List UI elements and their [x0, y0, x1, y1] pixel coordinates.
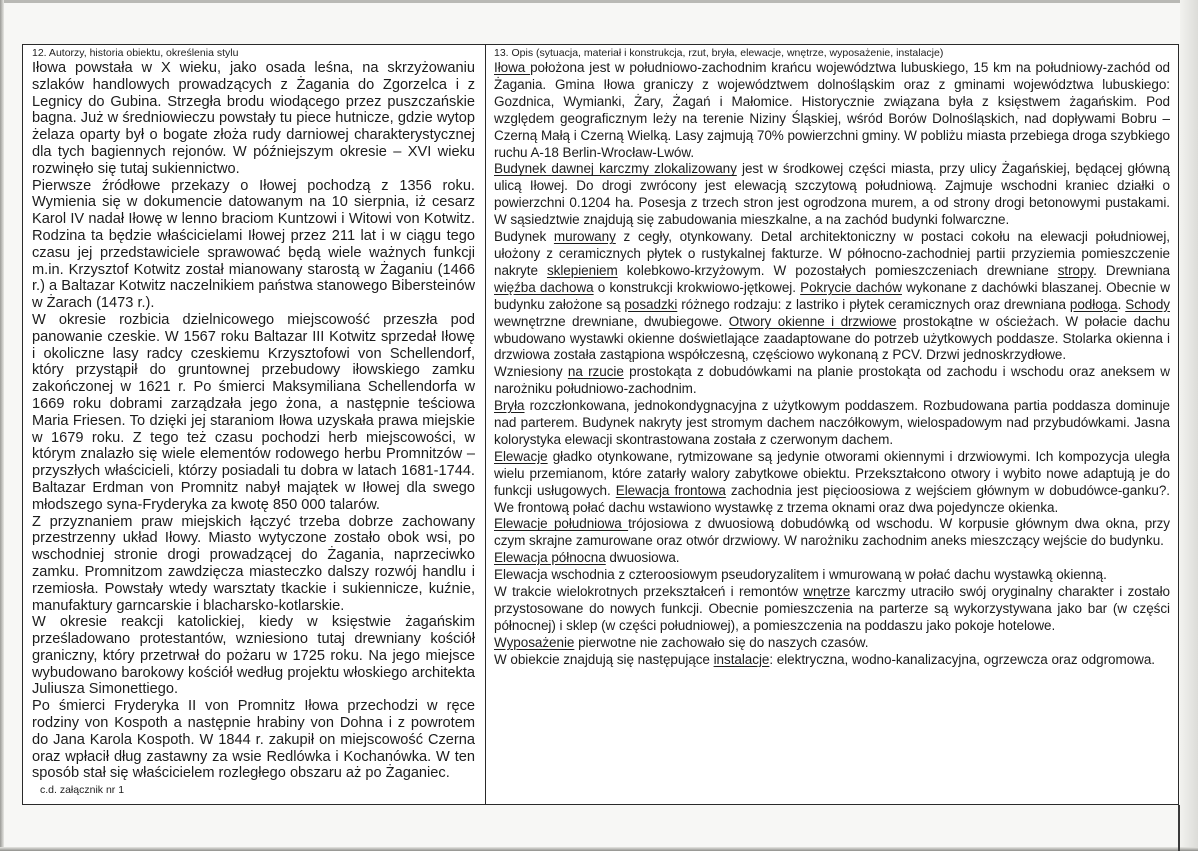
text-run: : elektryczna, wodno-kanalizacyjna, ogrzewcza oraz odgromowa.	[769, 651, 1156, 667]
scan-edge-right	[1180, 0, 1198, 851]
history-paragraph: W okresie reakcji katolickiej, kiedy w księstwie żagańskim prześladowano protestantów, wzniesiono tutaj drewniany kościół graniczny, który przetrwał do pożaru w 1725 roku. Na jego miejsce wybudowano barokowy kościół według projektu włoskiego architekta Juliusza Simonettiego.	[32, 614, 475, 698]
scan-edge-bottom	[0, 847, 1198, 851]
description-paragraph	[494, 635, 1170, 652]
history-section-header: 12. Autorzy, historia obiektu, określenia stylu	[32, 47, 239, 59]
description-paragraph	[494, 364, 1170, 398]
description-paragraph	[494, 567, 1170, 584]
underlined-term: Elewacja frontowa	[615, 482, 726, 498]
text-run: wewnętrzne drewniane, dwubiegowe.	[494, 313, 729, 329]
history-section	[23, 45, 486, 804]
underlined-term: na rzucie	[567, 364, 624, 380]
text-run: rozczłonkowana, jednokondygnacyjna z użytkowym poddaszem. Rozbudowana partia poddasza dominuje nad parterem. Budynek nakryty jest stromym dachem naczółkowym, wielospadowym nad przybudówkami. Jasna kolorystyka elewacji skontrastowana została z czerwonym dachem.	[494, 398, 1170, 447]
underlined-term: Elewacje	[494, 448, 548, 464]
text-run: trójosiowa z dwuosiową dobudówką od wschodu. W korpusie głównym dwa okna, przy czym skrajne zamurowane oraz otwór drzwiowy. W narożniku zachodnim aneks mieszczący wejście do budynku.	[494, 516, 1170, 549]
underlined-term: Wyposażenie	[494, 634, 575, 650]
text-run: Elewacja wschodnia z czteroosiowym pseudoryzalitem i wmurowaną w połać dachu wystawką okienną.	[494, 567, 1107, 583]
description-paragraph	[494, 60, 1170, 161]
history-paragraph: W okresie rozbicia dzielnicowego miejscowość przeszła pod panowanie czeskie. W 1567 roku Baltazar III Kotwitz sprzedał Iłowę i okoliczne lasy radcy czeskiemu Krzysztofowi von Schellendorf, który przystąpił do gruntownej przebudowy iłowskiego zamku zakończonej w 1621 r. Po śmierci Maksymiliana Schellendorfa w 1669 roku dobrami zarządzała jego żona, a następnie teściowa Maria Friesen. To dzięki jej staraniom Iłowa uzyskała prawa miejskie w 1679 roku. Z tego też czasu pochodzi herb miejscowości, w którym znalazło się wiele elementów rodowego herbu Promnitzów – przyszłych właścicieli, którzy posiadali tu dobra w latach 1681-1744. Baltazar Erdman von Promnitz nabył majątek w Iłowej dla swego młodszego syna-Fryderyka za kwotę 850 000 talarów.	[32, 311, 475, 513]
text-run: pierwotne nie zachowało się do naszych czasów.	[574, 634, 869, 650]
underlined-term: murowany	[553, 229, 616, 245]
text-run: .	[1117, 296, 1126, 312]
text-run: zachodnia jest pięcioosiowa z wejściem głównym w dobudówce-ganku?. We frontową połać dachu wstawiono wystawkę z trzema oknami oraz dwa pojedyncze okienka.	[494, 482, 1170, 515]
underlined-term: instalacje	[713, 651, 770, 667]
description-paragraph	[494, 398, 1170, 449]
text-run: W obiekcie znajdują się następujące	[494, 651, 714, 667]
description-section-header: 13. Opis (sytuacja, materiał i konstrukcja, rzut, bryła, elewacje, wnętrze, wyposażenie, instalacje)	[494, 47, 944, 59]
underlined-term: Otwory okienne i drzwiowe	[728, 313, 897, 329]
underlined-term: Iłowa	[494, 60, 531, 75]
underlined-term: Elewacje południowa	[494, 516, 629, 532]
underlined-term: Bryła	[494, 398, 525, 414]
text-run: prostokąta z dobudówkami na planie prostokąta od zachodu i wschodu oraz aneksem w narożniku południowo-zachodnim.	[494, 364, 1170, 397]
text-run: Budynek	[494, 229, 554, 245]
underlined-term: stropy	[1057, 262, 1094, 278]
text-run: gładko otynkowane, rytmizowane są jedynie otworami okiennymi i drzwiowymi. Ich kompozycja uległa wielu przemianom, które zatarły walory zabytkowe obiektu. Przekształcono otwory i wybito nowe adaptują je do funkcji usługowych.	[494, 448, 1170, 498]
underlined-term: podłoga	[1069, 296, 1118, 312]
text-run: różnego rodzaju: z lastriko i płytek ceramicznych oraz drewniana	[677, 296, 1070, 312]
form-table	[22, 44, 1179, 805]
text-run: karczmy utraciło swój oryginalny charakter i zostało przystosowane do nowych funkcji. Obecnie pomieszczenia na parterze są wykorzystywana jako bar (w części północnej) i sklep (w części południowej), a pomieszczenia na poddaszu jako pokoje hotelowe.	[494, 584, 1171, 633]
underlined-term: Elewacja północna	[494, 550, 606, 566]
text-run: kolebkowo-krzyżowym. W pozostałych pomieszczeniach drewniane	[617, 262, 1058, 278]
description-paragraph	[494, 161, 1170, 229]
scan-edge-left	[0, 0, 4, 851]
text-run: dwuosiowa.	[605, 550, 680, 566]
underlined-term: Pokrycie dachów	[800, 279, 902, 295]
text-run: wykonane z dachówki blaszanej. Obecnie w budynku założone są	[494, 279, 1170, 312]
text-run: z cegły, otynkowany. Detal architektoniczny w postaci cokołu na elewacji południowej, ułożony z ceramicznych płytek o rustykalnej fakturze. W północno-zachodniej partii przyziemia pomieszczenie nakryte	[494, 229, 1171, 278]
underlined-term: Schody	[1125, 296, 1170, 312]
description-paragraph	[494, 584, 1170, 635]
underlined-term: posadzki	[624, 296, 678, 312]
description-paragraph	[494, 516, 1170, 550]
underlined-term: sklepieniem	[546, 262, 618, 278]
scan-edge-top	[0, 0, 1198, 3]
text-run: jest w środkowej części miasta, przy ulicy Żagańskiej, będącej główną ulicą Iłowej. Do drogi zwrócony jest elewacją szczytową południową. Zajmuje wschodni kraniec działki o powierzchni 0.1204 ha. Posesja z trzech stron jest ogrodzona murem, a od strony drogi betonowymi pustakami. W sąsiedztwie znajdują się zabudowania mieszkalne, a na zachód budynki folwarczne.	[494, 161, 1170, 228]
underlined-term: wnętrze	[803, 584, 851, 600]
text-run: W trakcie wielokrotnych przekształceń i remontów	[494, 584, 804, 600]
history-paragraph: Pierwsze źródłowe przekazy o Iłowej pochodzą z 1356 roku. Wymienia się w dokumencie datowanym na 10 sierpnia, iż cesarz Karol IV nadał Iłowę w lenno braciom Kuntzowi i Witowi von Kotwitz. Rodzina ta będzie właścicielami Iłowej przez 211 lat i w ciągu tego czasu jej przedstawiciele sprawować będą wiele ważnych funkcji m.in. Krzysztof Kotwitz został mianowany starostą w Żaganiu (1466 r.) a Baltazar Kotwitz naczelnikiem państwa stanowego Bibersteinów w Żarach (1473 r.).	[32, 177, 475, 312]
table-border-extension	[1178, 805, 1180, 851]
description-paragraph	[494, 652, 1170, 669]
underlined-term: Budynek dawnej karczmy zlokalizowany	[494, 161, 737, 177]
history-paragraph: Iłowa powstała w X wieku, jako osada leśna, na skrzyżowaniu szlaków handlowych prowadzących z Żagania do Zgorzelca i z Legnicy do Gubina. Strzegła brodu wiodącego przez puszczańskie bagna. Już w średniowieczu powstały tu piece hutnicze, gdzie wytop żelaza oparty był o bogate złoża rudy darniowej charakterystycznej dla tych bagiennych rejonów. W późniejszym okresie – XVI wieku rozwinęło się tutaj sukiennictwo.	[32, 60, 475, 177]
text-run: prostokątne w ościeżach. W połacie dachu wbudowano wystawki okienne doświetlające zaadaptowane do potrzeb użytkowych poddasze. Stolarka okienna i drzwiowa została zastąpiona współczesną, częściowo wykonaną z PCV. Drzwi jednoskrzydłowe.	[494, 313, 1171, 363]
underlined-term: więźba dachowa	[494, 279, 594, 295]
text-run: położona jest w południowo-zachodnim krańcu województwa lubuskiego, 15 km na południowy-zachód od Żagania. Gmina Iłowa graniczy z województwem dolnośląskim oraz z gminami województwa lubuskiego: Gozdnica, Wymianki, Żary, Żagań i Małomice. Historycznie związana była z księstwem żagańskim. Pod względem geograficznym leży na terenie Niziny Śląskiej, wśród Borów Dolnośląskich, nad dopływami Bobru – Czerną Małą i Czerną Wielką. Lasy zajmują 70% powierzchni gminy. W pobliżu miasta przebiega droga szybkiego ruchu A-18 Berlin-Wrocław-Lwów.	[494, 60, 1170, 160]
description-paragraph	[494, 550, 1170, 567]
description-paragraph	[494, 229, 1170, 364]
text-run: Wzniesiony	[494, 364, 568, 380]
history-paragraph: Z przyznaniem praw miejskich łączyć trzeba dobrze zachowany przestrzenny układ Iłowy. Miasto wytyczone zostało obok wsi, po wschodniej stronie drogi prowadzącej do Żagania, naprzeciwko zamku. Promnitzom zawdzięcza miasteczko dalszy rozwój handlu i rzemiosła. Powstały wtedy warsztaty tkackie i sukiennicze, kuźnie, manufaktury garncarskie i blacharsko-kotlarskie.	[32, 513, 475, 614]
description-section	[486, 45, 1178, 804]
history-paragraph: Po śmierci Fryderyka II von Promnitz Iłowa przechodzi w ręce rodziny von Kospoth a następnie hrabiny von Dohna i z powrotem do Jana Karola Kospoth. W 1844 r. zakupił on miejscowość Czerna oraz wpłacił dług zastawny za wsie Redlówka i Kochanówka. W ten sposób stał się właścicielem rozległego obszaru aż po Żaganiec.	[32, 698, 475, 782]
text-run: o konstrukcji krokwiowo-jętkowej.	[593, 279, 801, 295]
description-paragraphs	[494, 60, 1170, 669]
continuation-note: c.d. załącznik nr 1	[40, 784, 125, 797]
text-run: . Drewniana	[1093, 262, 1170, 278]
description-paragraph	[494, 449, 1170, 517]
